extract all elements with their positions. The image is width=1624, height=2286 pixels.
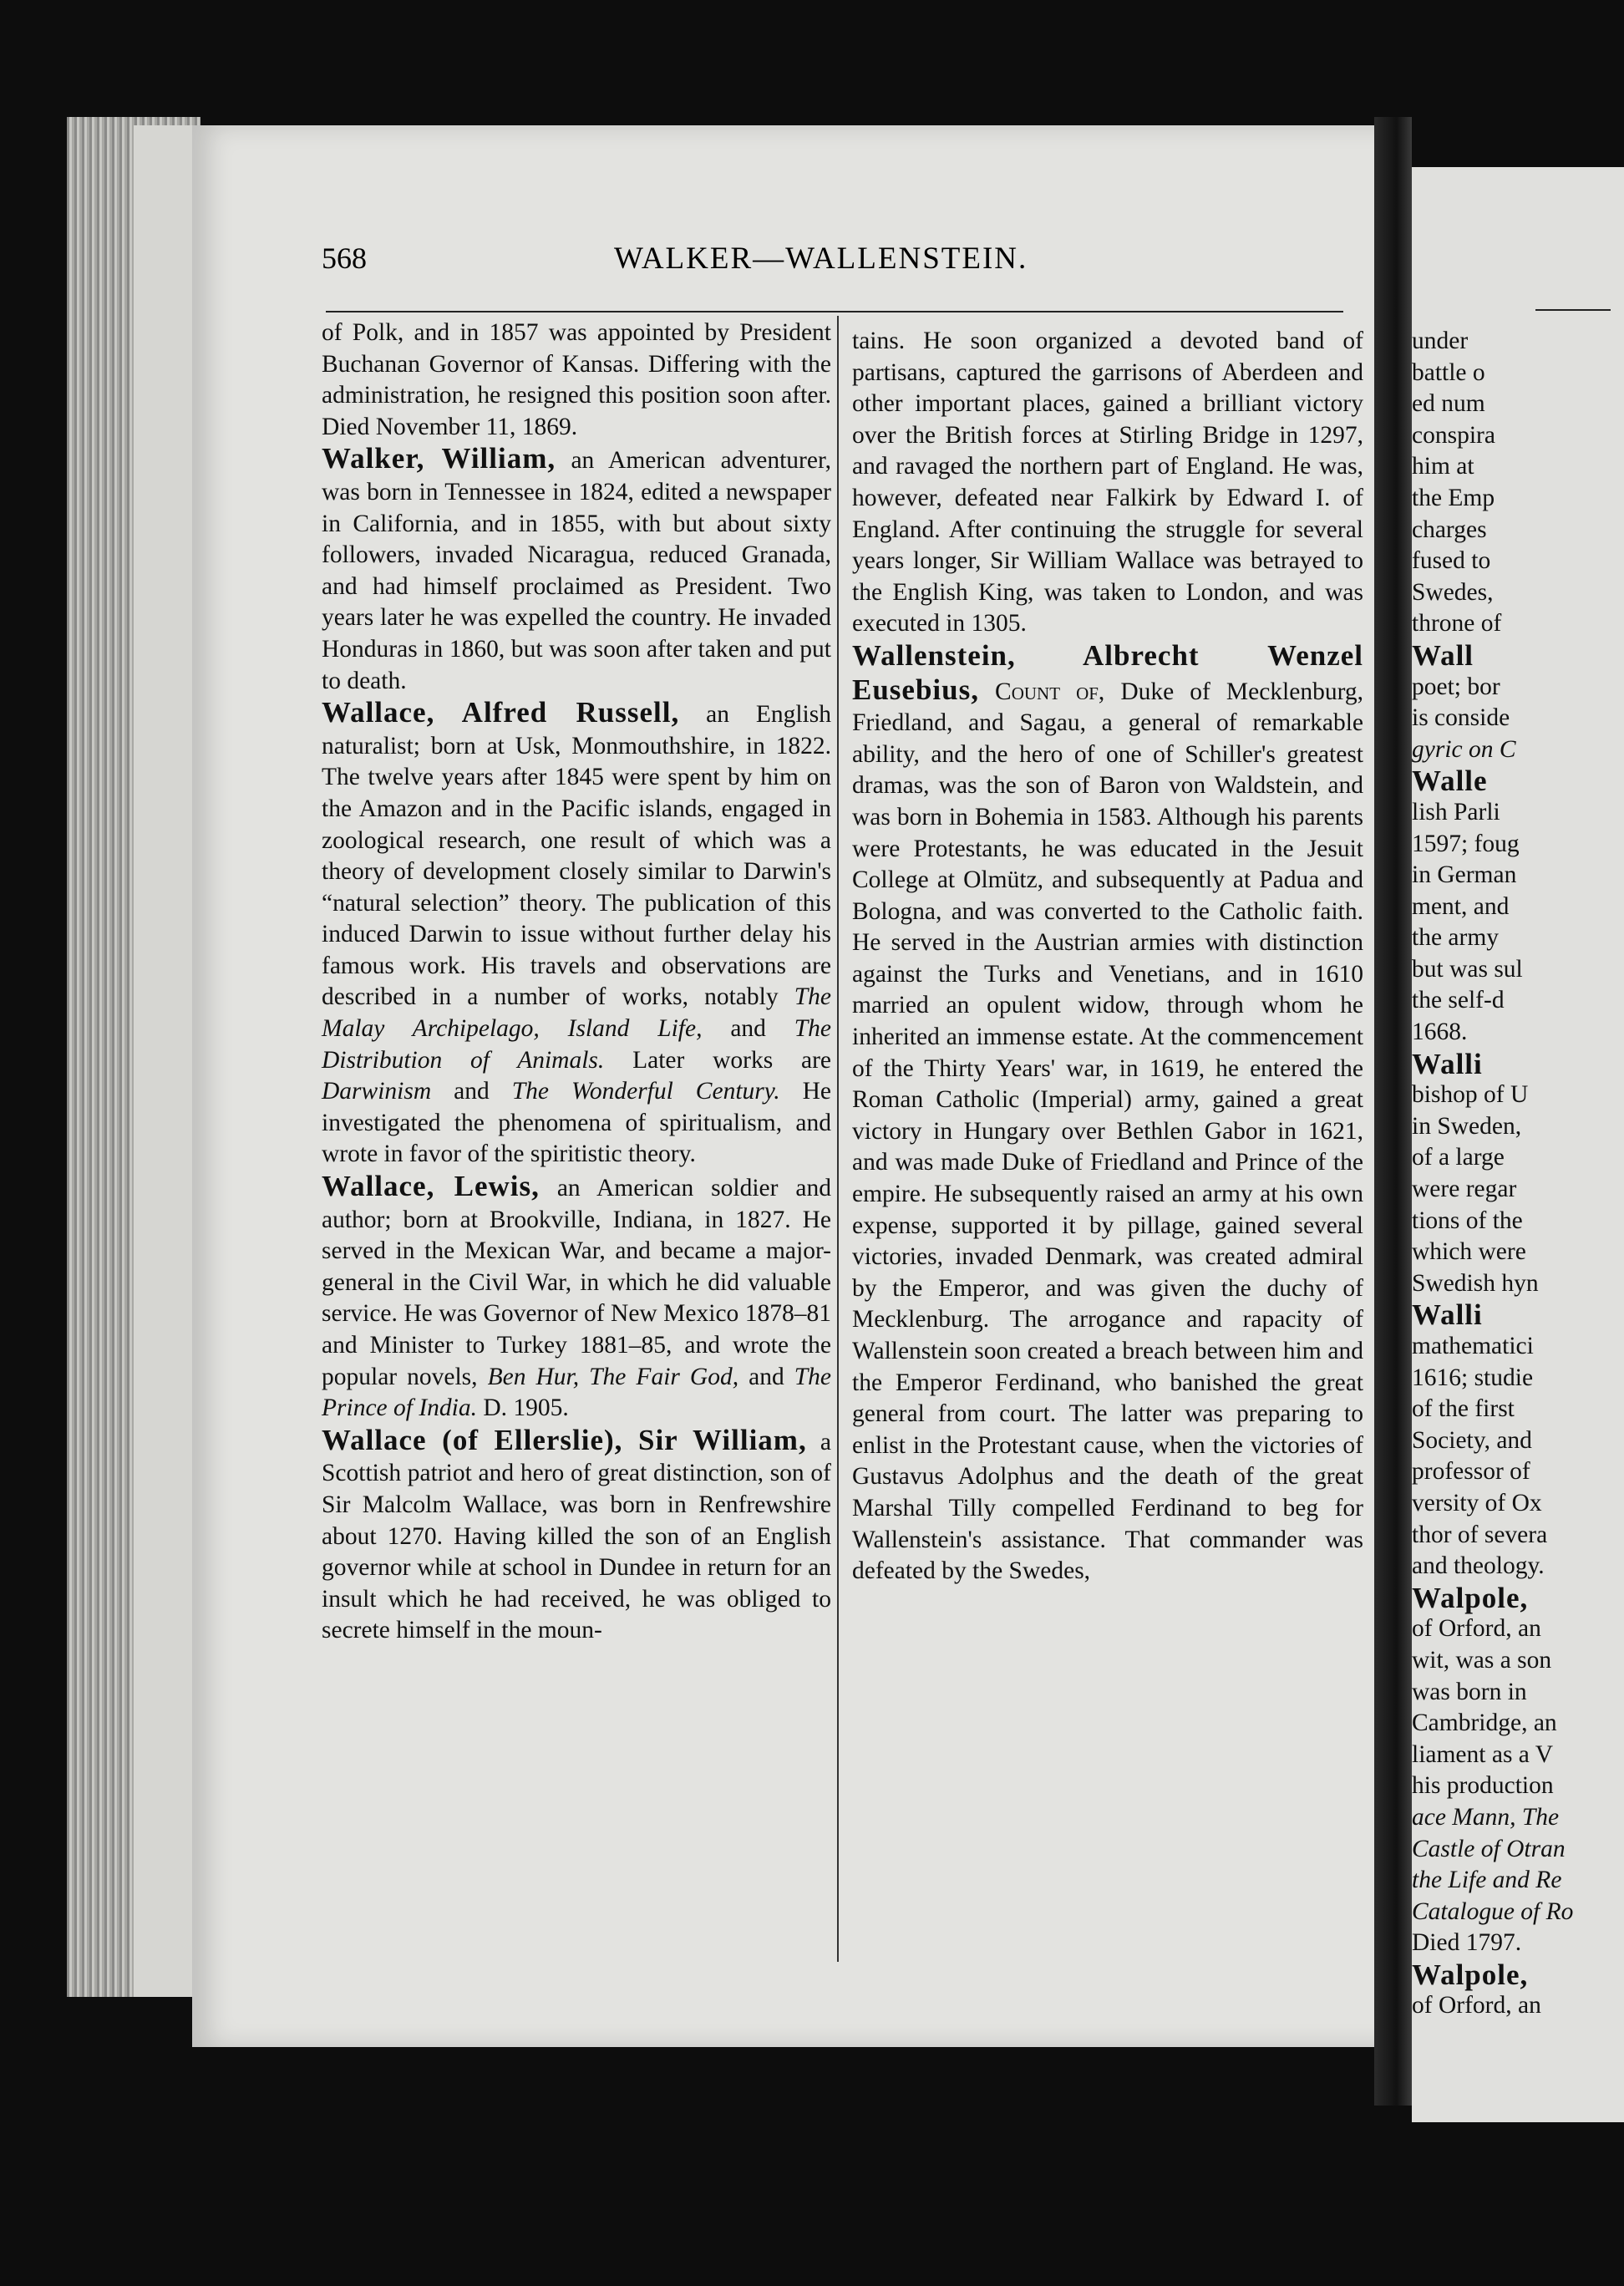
- text-line-fragment: thor of severa: [1412, 1521, 1548, 1548]
- headword-fragment: Wall: [1412, 638, 1474, 672]
- header-rule: [326, 311, 1343, 312]
- text-line-fragment: Castle of Otran: [1412, 1835, 1566, 1862]
- text-line-fragment: ed num: [1412, 390, 1485, 418]
- text-line-fragment: Society, and: [1412, 1426, 1532, 1454]
- text-line-fragment: wit, was a son: [1412, 1646, 1552, 1674]
- entry-wallace-alfred-russell: Wallace, Alfred Russell, an English naturalist; born at Usk, Monmouthshire, in 1822. The twelve years after 1845 were spent by him on the Amazon and in the Pacific islands, engaged in zoological research, one result of which was a theory of development closely similar to Darwin's “natural selection” theory. The publication of this induced Darwin to issue without further delay his famous work. His travels and observations are described in a number of works, notably The Malay Archipelago, Island Life, and The Distribution of Animals. Later works are Darwinism and The Wonderful Century. He investigated the phenomena of spiritualism, and wrote in favor of the spiritistic theory.: [322, 696, 832, 1168]
- text-line-fragment: in German: [1412, 861, 1517, 889]
- entry-continuation: tains. He soon organized a devoted band of partisans, captured the garrisons of Aberdeen and other important places, gained a brilliant victory over the British forces at Stirling Bridge in 1297, and ravaged the northern part of England. He was, however, defeated near Falkirk by Edward I. of England. After continuing the struggle for several years longer, Sir William Wallace was betrayed to the English King, was taken to London, and was executed in 1305.: [852, 328, 1363, 638]
- text-line-fragment: of the first: [1412, 1395, 1515, 1423]
- text-line-fragment: conspira: [1412, 421, 1495, 449]
- text-line-fragment: were regar: [1412, 1176, 1517, 1203]
- text-line-fragment: his production: [1412, 1772, 1554, 1800]
- text-line-fragment: 1616; studie: [1412, 1364, 1534, 1391]
- headword-fragment: Walpole,: [1412, 1581, 1529, 1614]
- entry-wallace-lewis: Wallace, Lewis, an American soldier and author; born at Brookville, Indiana, in 1827. He served in the Mexican War, and became a major-general in the Civil War, in which he did valuable service. He was Governor of New Mexico 1878–81 and Minister to Turkey 1881–85, and wrote the popular novels, Ben Hur, The Fair God, and The Prince of India. D. 1905.: [322, 1170, 831, 1422]
- text-line-fragment: throne of: [1412, 610, 1502, 638]
- text-line-fragment: of a large: [1412, 1144, 1505, 1171]
- text-line-fragment: in Sweden,: [1412, 1112, 1522, 1140]
- page-edge-shade: [134, 125, 192, 1997]
- running-head: WALKER—WALLENSTEIN.: [614, 241, 1028, 276]
- text-line-fragment: under: [1412, 328, 1469, 354]
- text-line-fragment: ace Mann, The: [1412, 1803, 1560, 1831]
- text-line-fragment: poet; bor: [1412, 673, 1500, 700]
- text-line-fragment: bishop of U: [1412, 1081, 1529, 1109]
- headword-fragment: Walle: [1412, 765, 1488, 798]
- headword: Wallace, Lewis,: [322, 1170, 540, 1203]
- text-line-fragment: the Life and Re: [1412, 1867, 1562, 1894]
- headword-fragment: Walpole,: [1412, 1958, 1529, 1991]
- text-line-fragment: is conside: [1412, 704, 1510, 732]
- text-line-fragment: Died 1797.: [1412, 1929, 1522, 1957]
- text-line-fragment: the Emp: [1412, 484, 1495, 511]
- column-3-fragment: [1412, 326, 1624, 2022]
- text-line-fragment: Swedes,: [1412, 578, 1494, 606]
- column-2: [852, 326, 1363, 1588]
- column-divider: [837, 316, 839, 1962]
- text-line-fragment: liament as a V: [1412, 1740, 1554, 1768]
- headword-fragment: Walli: [1412, 1047, 1483, 1080]
- text-line-fragment: him at: [1412, 453, 1474, 480]
- text-line-fragment: gyric on C: [1412, 735, 1516, 763]
- text-line-fragment: Swedish hyn: [1412, 1269, 1539, 1297]
- entry-continuation: of Polk, and in 1857 was appointed by President Buchanan Governor of Kansas. Differing with the administration, he resigned this position soon after. Died November 11, 1869.: [322, 319, 831, 440]
- text-line-fragment: mathematici: [1412, 1333, 1534, 1359]
- book-gutter: [1374, 117, 1412, 2106]
- page-header: [322, 241, 1362, 291]
- text-line-fragment: versity of Ox: [1412, 1489, 1542, 1516]
- text-line-fragment: which were: [1412, 1238, 1526, 1266]
- headword: Wallace (of Ellerslie), Sir William,: [322, 1423, 807, 1456]
- text-line-fragment: of Orford, an: [1412, 1615, 1541, 1643]
- text-line-fragment: the army: [1412, 924, 1500, 952]
- text-line-fragment: 1668.: [1412, 1019, 1468, 1046]
- text-line-fragment: battle o: [1412, 358, 1485, 386]
- column-1: [322, 318, 831, 1647]
- text-line-fragment: fused to: [1412, 547, 1491, 575]
- text-line-fragment: and theology.: [1412, 1552, 1545, 1580]
- text-line-fragment: but was sul: [1412, 955, 1523, 983]
- headword: Walker, William,: [322, 442, 556, 475]
- text-line-fragment: the self-d: [1412, 987, 1505, 1014]
- entry-wallace-sir-william: Wallace (of Ellerslie), Sir William, a Scottish patriot and hero of great distinction, son of Sir Malcolm Wallace, was born in Renfrewshire about 1270. Having killed the son of an English governor while at school in Dundee in return for an insult which he had received, he was obliged to secrete himself in the moun-: [322, 1423, 831, 1644]
- text-line-fragment: Cambridge, an: [1412, 1709, 1557, 1737]
- right-header-rule: [1535, 309, 1611, 311]
- entry-walker-william: Walker, William, an American adventurer, was born in Tennessee in 1824, edited a newspaper in California, and in 1855, with but about sixty followers, invaded Nicaragua, reduced Granada, and had himself proclaimed as President. Two years later he was expelled the country. He invaded Honduras in 1860, but was soon after taken and put to death.: [322, 442, 831, 694]
- headword-fragment: Walli: [1412, 1298, 1483, 1332]
- headword: Wallace, Alfred Russell,: [322, 696, 680, 729]
- text-line-fragment: ment, and: [1412, 892, 1510, 920]
- text-line-fragment: 1597; foug: [1412, 830, 1520, 857]
- text-line-fragment: Catalogue of Ro: [1412, 1897, 1574, 1925]
- text-line-fragment: of Orford, an: [1412, 1992, 1541, 2019]
- text-line-fragment: tions of the: [1412, 1206, 1523, 1234]
- text-line-fragment: professor of: [1412, 1458, 1530, 1486]
- text-line-fragment: charges: [1412, 516, 1487, 543]
- page-number: 568: [322, 241, 367, 275]
- title-smallcaps: Count of,: [995, 678, 1105, 705]
- text-line-fragment: lish Parli: [1412, 798, 1500, 826]
- entry-wallenstein: Wallenstein, Albrecht Wenzel Eusebius, Count of, Duke of Mecklenburg, Friedland, and Sagau, a general of remarkable ability, and the hero of one of Schiller's greatest dramas, was the son of Baron von Waldstein, and was born in Bohemia in 1583. Although his parents were Protestants, he was educated in the Jesuit College at Olmütz, and subsequently at Padua and Bologna, and was converted to the Catholic faith. He served in the Austrian armies with distinction against the Turks and Venetians, and in 1610 married an opulent widow, through whom he inherited an immense estate. At the commencement of the Thirty Years' war, in 1619, he entered the Roman Catholic (Imperial) army, gained a great victory in Hungary over Bethlen Gabor in 1621, and was made Duke of Friedland and Prince of the empire. He subsequently raised an army at his own expense, supported it by pillage, gained several victories, invaded Denmark, was created admiral by the Emperor, and was given the duchy of Mecklenburg. The arrogance and rapacity of Wallenstein soon created a breach between him and the Emperor Ferdinand, who banished the great general from court. The latter was preparing to enlist in the Protestant cause, when the victories of Gustavus Adolphus and the death of the great Marshal Tilly compelled Ferdinand to beg for Wallenstein's assistance. That commander was defeated by the Swedes,: [852, 638, 1364, 1585]
- text-line-fragment: was born in: [1412, 1678, 1527, 1705]
- headword: Wallenstein, Albrecht Wenzel Eusebius,: [852, 638, 1363, 706]
